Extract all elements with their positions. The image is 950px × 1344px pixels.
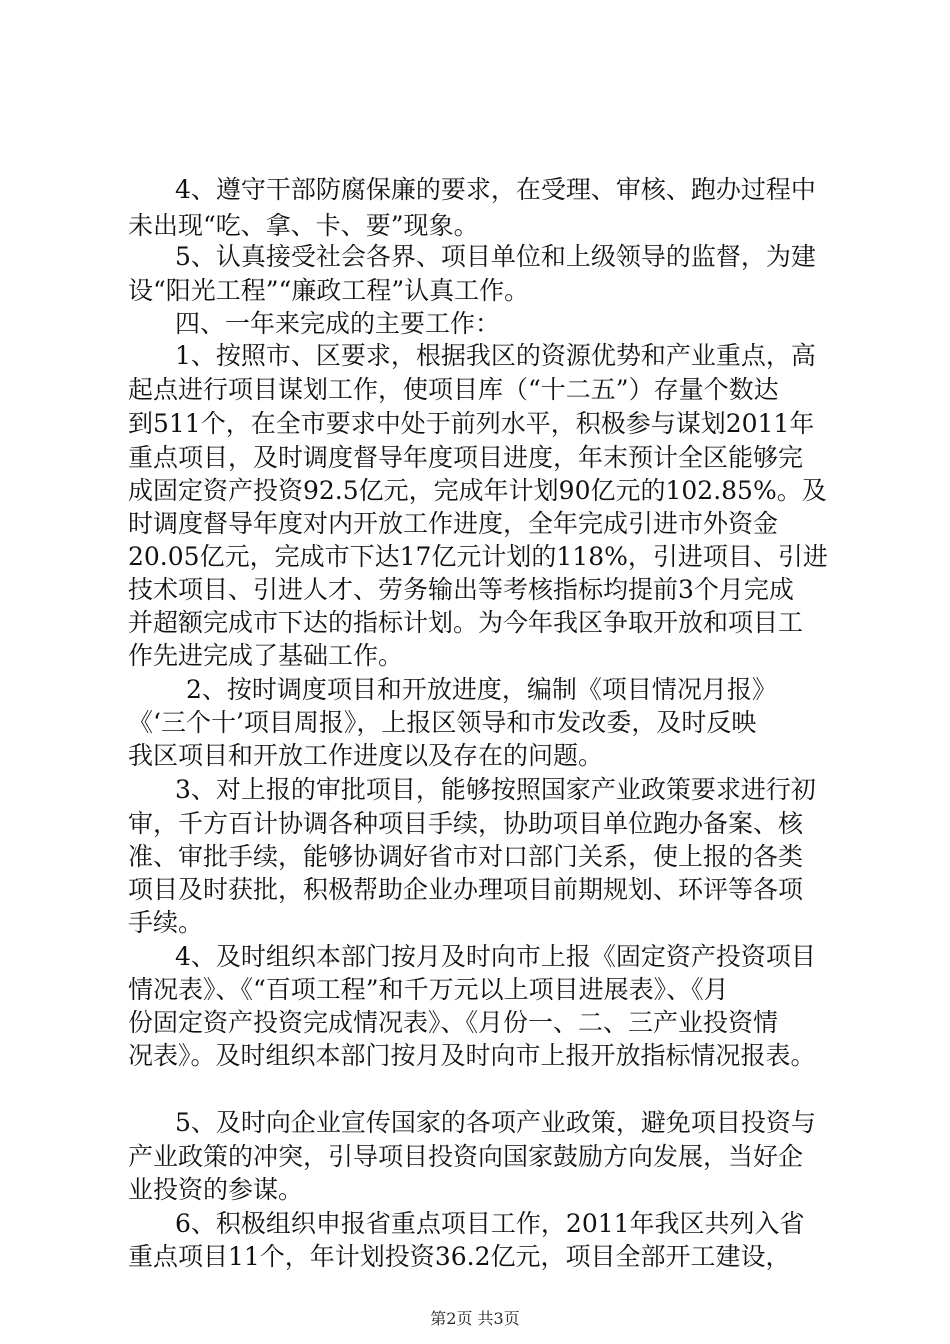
paragraph-line: 5、认真接受社会各界、项目单位和上级领导的监督，为建 [175,242,816,271]
paragraph-line: 手续。 [128,908,204,937]
paragraph-line: 准、审批手续，能够协调好省市对口部门关系，使上报的各类 [128,842,804,871]
paragraph-line: 1、按照市、区要求，根据我区的资源优势和产业重点，高 [175,341,816,370]
paragraph-line: 未出现“吃、拿、卡、要”现象。 [128,211,479,240]
paragraph-line: 份固定资产投资完成情况表》、《月份一、二、三产业投资情 [128,1008,779,1037]
paragraph-line: 2、按时调度项目和开放进度，编制《项目情况月报》 [186,675,777,704]
paragraph-line: 20.05亿元，完成市下达17亿元计划的118%，引进项目、引进 [128,542,828,571]
paragraph-line: 时调度督导年度对内开放工作进度，全年完成引进市外资金 [128,509,779,538]
paragraph-line: 6、积极组织申报省重点项目工作，2011年我区共列入省 [175,1209,805,1238]
paragraph-line: 项目及时获批，积极帮助企业办理项目前期规划、环评等各项 [128,875,804,904]
paragraph-line: 5、及时向企业宣传国家的各项产业政策，避免项目投资与 [175,1108,816,1137]
paragraph-line: 我区项目和开放工作进度以及存在的问题。 [128,741,604,770]
paragraph-line: 情况表》、《“百项工程”和千万元以上项目进展表》、《月 [128,975,729,1004]
paragraph-line: 到511个，在全市要求中处于前列水平，积极参与谋划2011年 [128,409,815,438]
page-number: 第2页 共3页 [430,1309,520,1328]
paragraph-line: 产业政策的冲突，引导项目投资向国家鼓励方向发展，当好企 [128,1142,804,1171]
page-footer [0,1308,950,1330]
paragraph-line: 业投资的参谋。 [128,1175,304,1204]
paragraph-line: 作先进完成了基础工作。 [128,641,404,670]
paragraph-line: 《‘三个十’项目周报》，上报区领导和市发改委，及时反映 [128,708,757,737]
paragraph-line: 3、对上报的审批项目，能够按照国家产业政策要求进行初 [175,775,816,804]
paragraph-line: 重点项目，及时调度督导年度项目进度，年末预计全区能够完 [128,443,804,472]
paragraph-line: 并超额完成市下达的指标计划。为今年我区争取开放和项目工 [128,608,804,637]
paragraph-line: 4、及时组织本部门按月及时向市上报《固定资产投资项目 [175,942,816,971]
paragraph-line: 起点进行项目谋划工作，使项目库（“十二五”）存量个数达 [128,375,779,404]
paragraph-line: 设“阳光工程”“廉政工程”认真工作。 [128,276,530,305]
paragraph-line: 审，千方百计协调各种项目手续，协助项目单位跑办备案、核 [128,809,804,838]
paragraph-line: 4、遵守干部防腐保廉的要求，在受理、审核、跑办过程中 [175,175,816,204]
section-heading: 四、一年来完成的主要工作： [175,309,501,338]
paragraph-line: 技术项目、引进人才、劳务输出等考核指标均提前3个月完成 [128,575,794,604]
paragraph-line: 重点项目11个，年计划投资36.2亿元，项目全部开工建设， [128,1242,791,1271]
paragraph-line: 况表》。及时组织本部门按月及时向市上报开放指标情况报表。 [128,1041,816,1070]
paragraph-line: 成固定资产投资92.5亿元，完成年计划90亿元的102.85%。及 [128,476,827,505]
